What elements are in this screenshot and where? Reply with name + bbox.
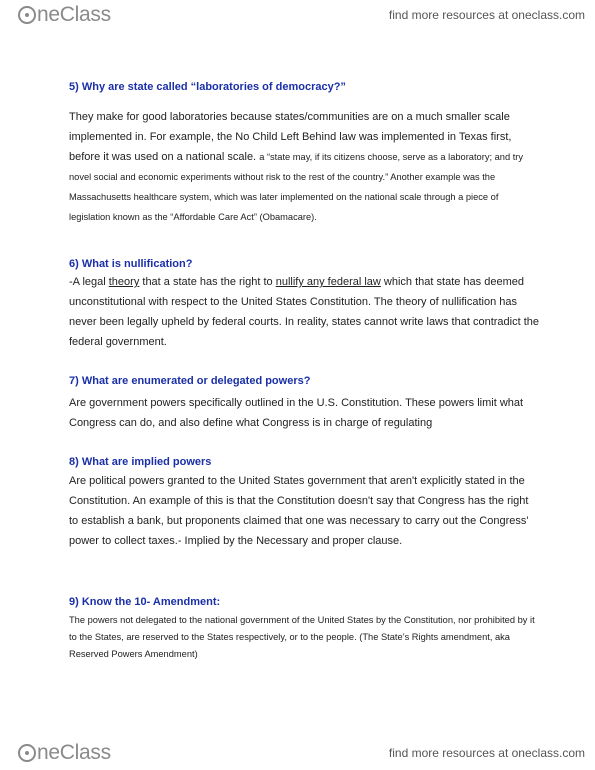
footer-logo-text: neClass (37, 741, 111, 764)
answer-6-pre: -A legal (69, 276, 109, 288)
question-9-answer: The powers not delegated to the national government of the United States by the Constitution, nor prohibited by it to the States, are reserved to the States respectively, or to the people. (The State’s Rights amendment, aka Reserved Powers Amendment) (69, 615, 535, 659)
theory-link[interactable]: theory (108, 276, 140, 288)
question-7-heading: 7) What are enumerated or delegated powers? (69, 375, 311, 387)
footer-resources-link[interactable]: find more resources at oneclass.com (388, 746, 585, 760)
logo-o-icon (18, 744, 36, 762)
page-footer (0, 738, 595, 768)
header-resources-link[interactable]: find more resources at oneclass.com (388, 8, 585, 22)
question-5-heading: 5) Why are state called “laboratories of democracy?” (69, 81, 346, 93)
page-header (0, 0, 595, 30)
oneclass-logo[interactable] (18, 3, 111, 27)
answer-6-post: which that state has deemed unconstitutional with respect to the United States Constitution. The theory of nullification has never been legally upheld by federal courts. In reality, states cannot write laws that contradict the federal government. (69, 276, 539, 348)
question-8-answer: Are political powers granted to the United States government that aren't explicitly stated in the Constitution. An example of this is that the Constitution doesn't say that Congress has the right to establish a bank, but proponents claimed that one was necessary to carry out the Congress' power to collect taxes.- Implied by the Necessary and proper clause. (69, 475, 529, 547)
answer-5-part-a: They make for good laboratories because states/communities are on a much smaller scale implemented in. For example, the No Child Left Behind law was implemented in Texas first, before it was used on a national scale. (69, 111, 512, 163)
answer-6-mid: that a state has the right to (139, 276, 276, 288)
question-8-heading: 8) What are implied powers (69, 456, 212, 468)
question-9-heading: 9) Know the 10- Amendment: (69, 596, 221, 608)
logo-text: neClass (37, 3, 111, 26)
answer-5-part-b: a “state may, if its citizens choose, serve as a laboratory; and try novel social and economic experiments without risk to the rest of the country.” Another example was the Massachusetts healthcare system, which was later implemented on the national scale through a piece of legislation known as the “Affordable Care Act” (Obamacare). (69, 152, 524, 222)
oneclass-footer-logo[interactable] (18, 741, 111, 765)
logo-o-icon (18, 6, 36, 24)
question-7-answer: Are government powers specifically outlined in the U.S. Constitution. These powers limit what Congress can do, and also define what Congress is in charge of regulating (69, 397, 524, 429)
question-6-answer (69, 272, 539, 352)
nullify-federal-law-link[interactable]: nullify any federal law (275, 276, 381, 288)
question-5-answer (69, 107, 539, 227)
question-6-heading: 6) What is nullification? (69, 258, 193, 270)
